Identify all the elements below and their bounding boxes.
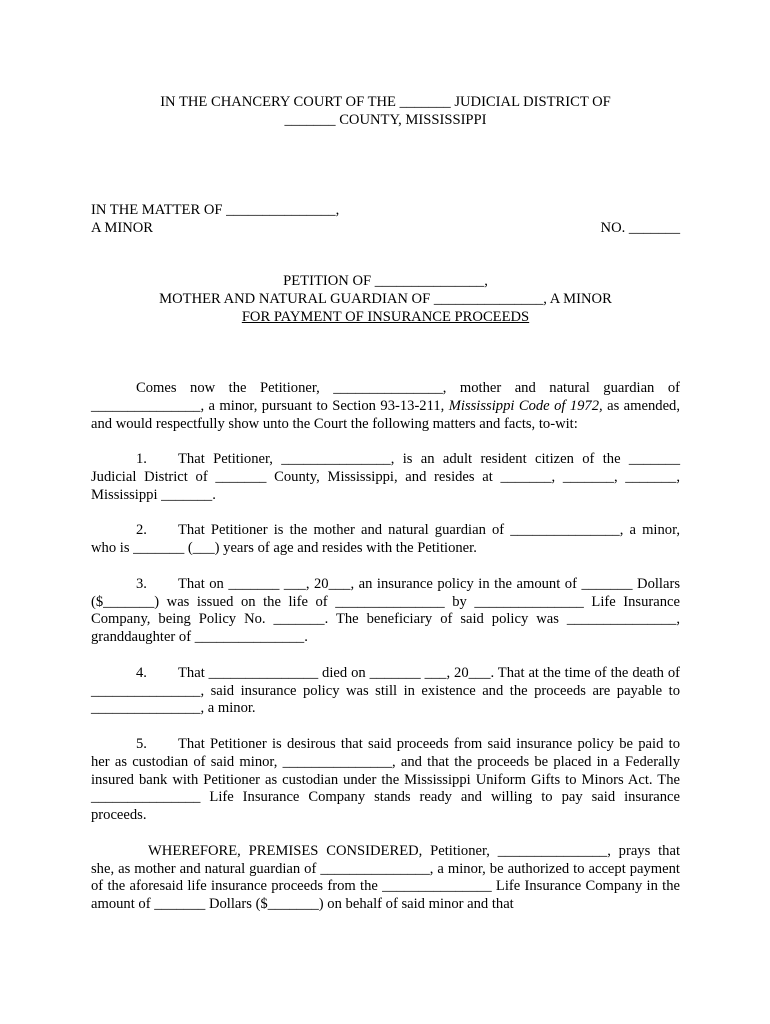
minor-line: A MINOR [91,219,154,236]
wherefore-paragraph: WHEREFORE, PREMISES CONSIDERED, Petitioner, _______________, prays that she, as mother and natural guardian of _______________, a minor, be authorized to accept payment of the aforesaid life insurance proceeds from the _______________ Life Insurance Company in the amount of _______ Dollars ($_______) on behalf of said minor and that [91,842,680,913]
petition-title-line-1: PETITION OF _______________, [283,273,488,289]
paragraph-3-text: That on _______ ___, 20___, an insurance policy in the amount of _______ Dollars ($_______) was issued on the life of _______________ by _______________ Life Insurance Company, being Policy No. _______. The beneficiary of said policy was _______________, granddaughter of _______________. [91,575,680,646]
paragraph-5-number: 5. [136,735,147,752]
paragraph-3 [91,576,680,647]
intro-paragraph [91,380,680,433]
paragraph-4-number: 4. [136,664,147,681]
paragraph-4 [91,665,680,718]
court-header-line-2: _______ COUNTY, MISSISSIPPI [284,111,487,128]
intro-text-2: as amended, and would respectfully show unto the Court the following matters and facts, to-wit: [91,397,680,432]
paragraph-4-text: That _______________ died on _______ ___, 20___. That at the time of the death of _______________, said insurance policy was still in existence and the proceeds are payable to _______________, a minor. [91,664,680,717]
court-header [91,94,680,130]
petition-title [91,273,680,326]
court-header-line-1: IN THE CHANCERY COURT OF THE _______ JUDICIAL DISTRICT OF [160,94,611,110]
intro-text-1: Comes now the Petitioner, _______________, mother and natural guardian of _______________, a minor, pursuant to Section 93-13-211, [91,380,680,414]
case-caption [91,202,680,238]
petition-title-line-3: FOR PAYMENT OF INSURANCE PROCEEDS [241,308,530,325]
petition-body [91,380,680,914]
paragraph-2-number: 2. [136,522,147,539]
paragraph-2-text: That Petitioner is the mother and natural guardian of _______________, a minor, who is _______ (___) years of age and resides with the Petitioner. [91,522,680,557]
paragraph-1-text: That Petitioner, _______________, is an adult resident citizen of the _______ Judicial District of _______ County, Mississippi, and resides at _______, _______, _______, Mississippi _______. [91,451,680,503]
minor-number-row [91,220,680,238]
paragraph-1-number: 1. [136,451,147,468]
case-number: NO. _______ [600,219,680,236]
paragraph-3-number: 3. [136,575,147,592]
matter-line: IN THE MATTER OF _______________, [91,202,340,218]
paragraph-5 [91,736,680,825]
paragraph-5-text: That Petitioner is desirous that said proceeds from said insurance policy be paid to her as custodian of said minor, _______________, and that the proceeds be placed in a Federally insured bank with Petitioner as custodian under the Mississippi Uniform Gifts to Minors Act. The _______________ Life Insurance Company stands ready and willing to pay said insurance proceeds. [91,735,680,824]
intro-code-citation: Mississippi Code of 1972, [448,397,603,414]
paragraph-1 [91,451,680,504]
paragraph-2 [91,522,680,558]
petition-title-line-2: MOTHER AND NATURAL GUARDIAN OF _______________, A MINOR [159,290,612,307]
